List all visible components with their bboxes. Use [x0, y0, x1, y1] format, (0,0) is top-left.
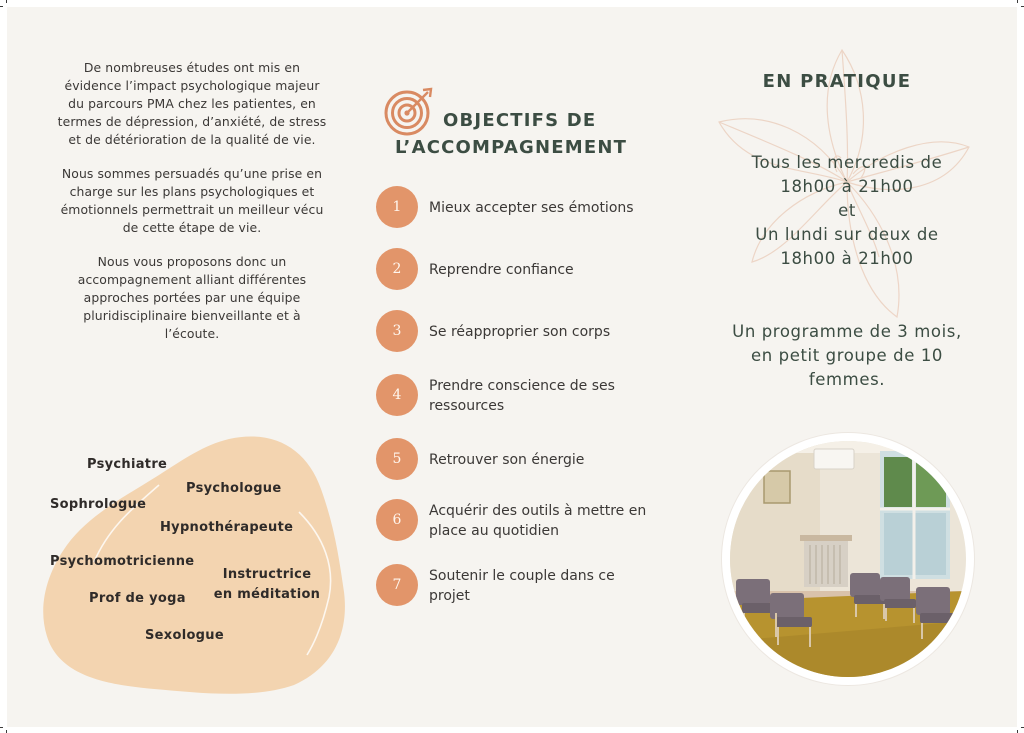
program-line: femmes. — [808, 370, 886, 389]
intro-paragraph: Nous sommes persuadés qu’une prise en charge sur les plans psychologiques et émotionnels permettrait un meilleur vécu de cette étape de vie. — [60, 166, 324, 235]
objective-text: Acquérir des outils à mettre en place au quotidien — [429, 503, 647, 539]
practical-title: EN PRATIQUE — [762, 71, 912, 92]
crop-mark — [1017, 0, 1018, 3]
intro-text — [57, 59, 327, 359]
program-line: en petit groupe de 10 — [750, 346, 944, 365]
schedule-line: et — [838, 201, 856, 220]
crop-mark — [0, 6, 3, 7]
objective-text: Se réapproprier son corps — [429, 324, 611, 340]
room-photo — [722, 433, 974, 685]
schedule-line: Tous les mercredis de — [751, 153, 943, 172]
room-photo-illustration — [730, 441, 966, 677]
objective-item — [376, 248, 676, 292]
schedule-line: 18h00 à 21h00 — [780, 249, 914, 268]
team-member-sexologue: Sexologue — [145, 628, 224, 643]
objective-item — [376, 374, 676, 418]
team-member-psychomotricienne: Psychomotricienne — [50, 554, 195, 569]
objective-item — [376, 438, 676, 482]
team-member-prof-yoga: Prof de yoga — [89, 591, 186, 606]
objective-number: 6 — [376, 499, 418, 541]
objectives-title-line1: OBJECTIFS DE — [443, 110, 597, 131]
team-member-sophrologue: Sophrologue — [50, 497, 147, 512]
schedule-line: 18h00 à 21h00 — [780, 177, 914, 196]
team-member-instructrice: Instructrice en méditation — [213, 567, 321, 602]
team-member-hypnotherapeute: Hypnothérapeute — [160, 520, 294, 535]
objective-number: 4 — [376, 374, 418, 416]
objective-text: Prendre conscience de ses ressources — [429, 378, 615, 414]
program-line: Un programme de 3 mois, — [732, 322, 962, 341]
objective-number: 7 — [376, 564, 418, 606]
objectives-title-line2: L’ACCOMPAGNEMENT — [395, 137, 628, 158]
brochure-sheet — [7, 7, 1017, 727]
objectives-title — [387, 107, 652, 161]
schedule-text — [707, 151, 987, 271]
objective-text: Retrouver son énergie — [429, 452, 585, 468]
program-text — [697, 320, 997, 392]
objective-item — [376, 310, 676, 354]
intro-paragraph: Nous vous proposons donc un accompagnement alliant différentes approches portées par une équipe pluridisciplinaire bienveillante et à l’écoute. — [77, 254, 307, 341]
objective-number: 2 — [376, 248, 418, 290]
objective-number: 1 — [376, 186, 418, 228]
objective-number: 5 — [376, 438, 418, 480]
objective-text: Soutenir le couple dans ce projet — [429, 568, 615, 604]
objective-number: 3 — [376, 310, 418, 352]
crop-mark — [6, 0, 7, 3]
objective-text: Mieux accepter ses émotions — [429, 200, 634, 216]
objective-item — [376, 499, 676, 543]
team-member-psychologue: Psychologue — [186, 481, 282, 496]
objective-text: Reprendre confiance — [429, 262, 574, 278]
schedule-line: Un lundi sur deux de — [755, 225, 939, 244]
intro-paragraph: De nombreuses études ont mis en évidence l’impact psychologique majeur du parcours PMA chez les patientes, en termes de dépression, d’anxiété, de stress et de détérioration de la qualité de vie. — [57, 60, 327, 147]
objective-item — [376, 186, 676, 230]
crop-mark — [0, 727, 3, 728]
objective-item — [376, 564, 676, 608]
team-member-psychiatre: Psychiatre — [87, 457, 168, 472]
